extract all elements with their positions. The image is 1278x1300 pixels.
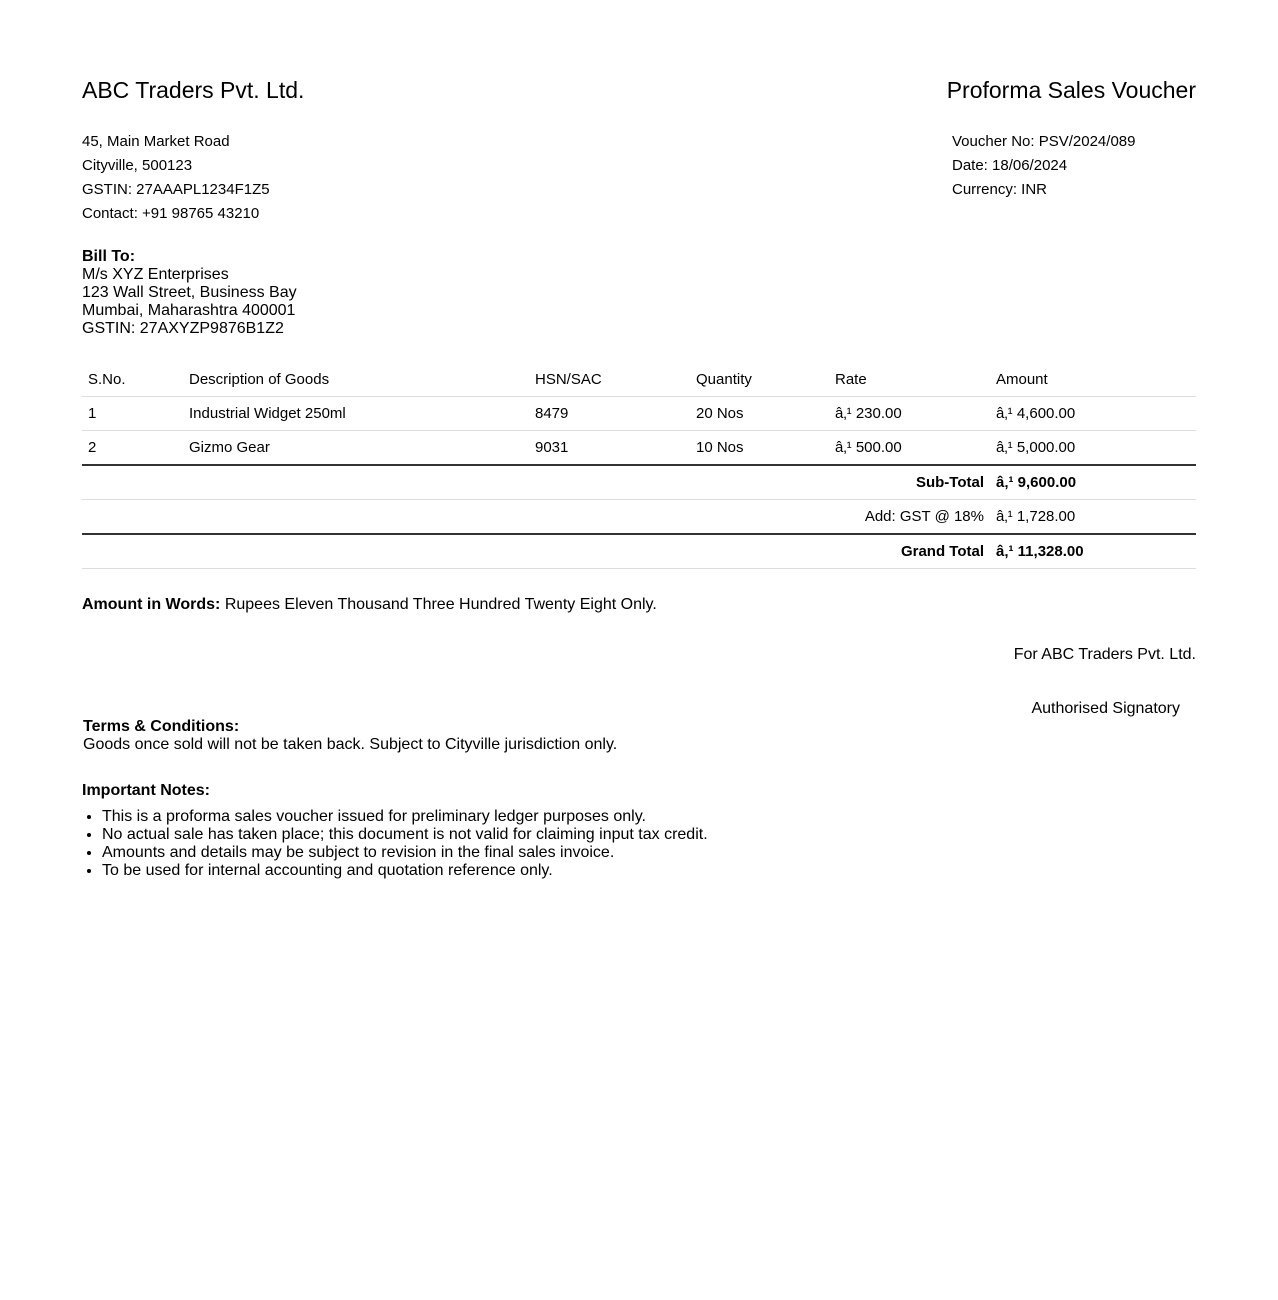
list-item: • No actual sale has taken place; this document is not valid for claiming input tax credit. <box>102 826 708 844</box>
bill-to-name: M/s XYZ Enterprises <box>82 266 229 283</box>
cell-amount: â‚¹ 5,000.00 <box>990 431 1196 466</box>
bill-to-block <box>82 248 297 338</box>
gst-row <box>82 500 1196 535</box>
company-address-line1: 45, Main Market Road <box>82 133 230 150</box>
subtotal-value: â‚¹ 9,600.00 <box>990 465 1196 500</box>
grand-total-value: â‚¹ 11,328.00 <box>990 534 1196 569</box>
bill-to-gstin: GSTIN: 27AXYZP9876B1Z2 <box>82 320 284 337</box>
list-item: • This is a proforma sales voucher issued for preliminary ledger purposes only. <box>102 808 708 826</box>
gst-label: Add: GST @ 18% <box>82 500 990 535</box>
company-address-line2: Cityville, 500123 <box>82 157 193 174</box>
grand-total-label: Grand Total <box>82 534 990 569</box>
amount-in-words-label: Amount in Words: <box>82 596 221 613</box>
grand-total-row <box>82 534 1196 569</box>
notes-list <box>82 808 708 880</box>
col-header-description: Description of Goods <box>183 362 529 397</box>
amount-in-words-value: Rupees Eleven Thousand Three Hundred Twenty Eight Only. <box>224 596 657 613</box>
cell-hsn: 8479 <box>529 397 690 431</box>
cell-sno: 1 <box>82 397 183 431</box>
company-name: ABC Traders Pvt. Ltd. <box>82 77 305 103</box>
cell-description: Industrial Widget 250ml <box>183 397 529 431</box>
notes-label: Important Notes: <box>82 782 210 799</box>
voucher-date: Date: 18/06/2024 <box>952 157 1068 174</box>
cell-amount: â‚¹ 4,600.00 <box>990 397 1196 431</box>
col-header-quantity: Quantity <box>690 362 829 397</box>
gst-value: â‚¹ 1,728.00 <box>990 500 1196 535</box>
for-company: For ABC Traders Pvt. Ltd. <box>1013 646 1196 663</box>
terms-label: Terms & Conditions: <box>83 718 240 735</box>
authorised-signatory: Authorised Signatory <box>1031 700 1180 717</box>
notes-block <box>82 782 708 880</box>
voucher-currency: Currency: INR <box>952 181 1048 198</box>
col-header-sno: S.No. <box>82 362 183 397</box>
cell-quantity: 10 Nos <box>690 431 829 466</box>
list-item: • To be used for internal accounting and quotation reference only. <box>102 862 708 880</box>
voucher-title: Proforma Sales Voucher <box>946 77 1196 103</box>
terms-text: Goods once sold will not be taken back. Subject to Cityville jurisdiction only. <box>83 736 618 753</box>
cell-sno: 2 <box>82 431 183 466</box>
company-address <box>82 130 270 226</box>
cell-quantity: 20 Nos <box>690 397 829 431</box>
table-header-row <box>82 362 1196 397</box>
subtotal-label: Sub-Total <box>82 465 990 500</box>
cell-rate: â‚¹ 230.00 <box>829 397 990 431</box>
table-row <box>82 431 1196 466</box>
col-header-amount: Amount <box>990 362 1196 397</box>
company-gstin: GSTIN: 27AAAPL1234F1Z5 <box>82 181 270 198</box>
company-contact: Contact: +91 98765 43210 <box>82 205 260 222</box>
voucher-meta <box>952 130 1135 202</box>
bill-to-address-line1: 123 Wall Street, Business Bay <box>82 284 297 301</box>
items-table <box>82 362 1196 569</box>
cell-rate: â‚¹ 500.00 <box>829 431 990 466</box>
col-header-hsn: HSN/SAC <box>529 362 690 397</box>
terms-block <box>83 718 617 754</box>
amount-in-words <box>82 596 657 614</box>
list-item: • Amounts and details may be subject to revision in the final sales invoice. <box>102 844 708 862</box>
bill-to-label: Bill To: <box>82 248 136 265</box>
bill-to-address-line2: Mumbai, Maharashtra 400001 <box>82 302 296 319</box>
voucher-number: Voucher No: PSV/2024/089 <box>952 133 1136 150</box>
cell-hsn: 9031 <box>529 431 690 466</box>
table-row <box>82 397 1196 431</box>
col-header-rate: Rate <box>829 362 990 397</box>
subtotal-row <box>82 465 1196 500</box>
cell-description: Gizmo Gear <box>183 431 529 466</box>
